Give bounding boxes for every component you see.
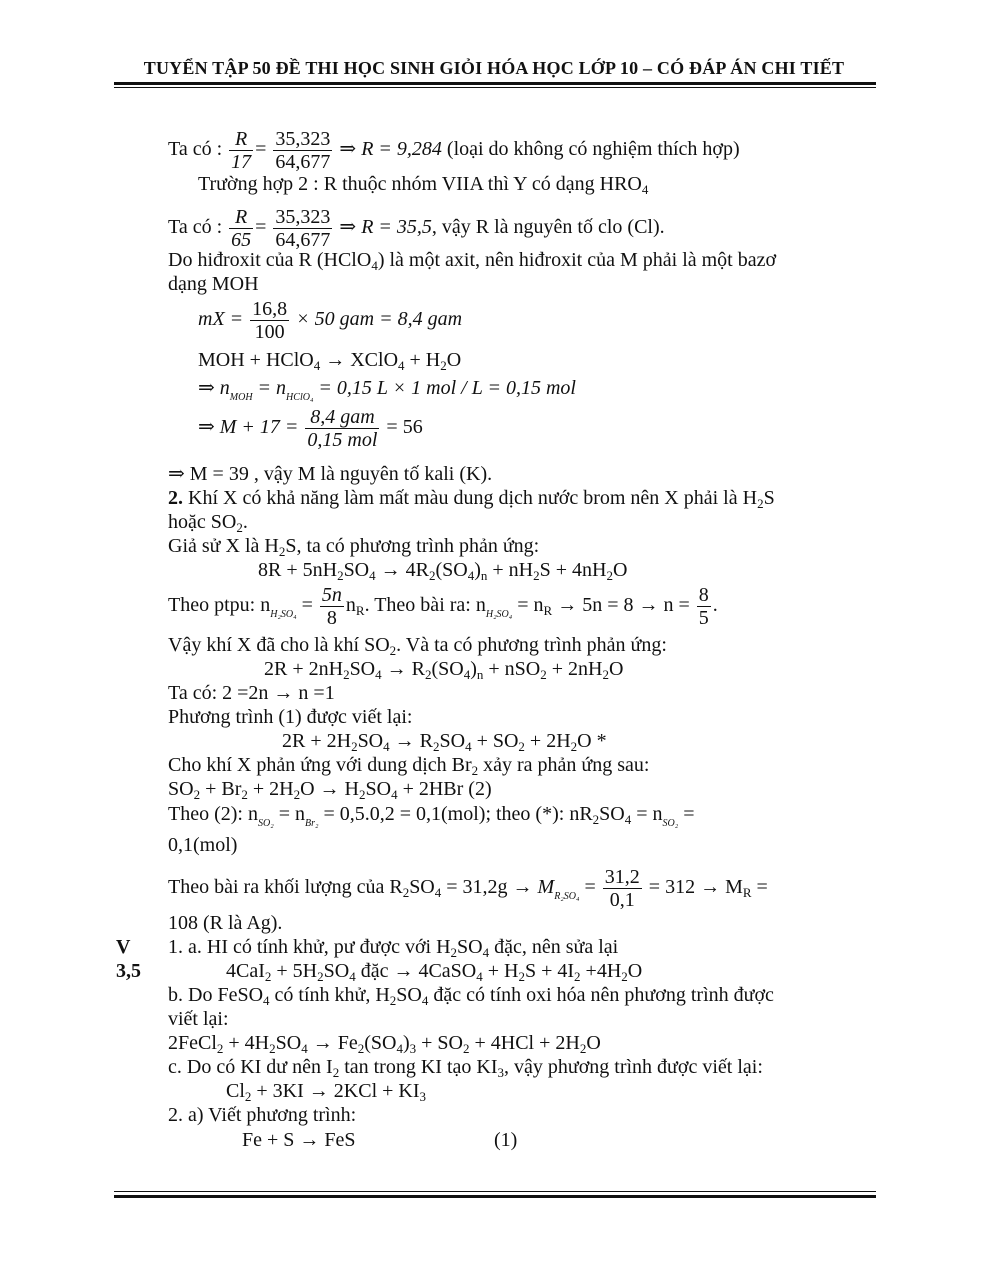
line-m-39: ⇒ M = 39 , vậy M là nguyên tố kali (K).: [168, 463, 493, 485]
line-phuong-trinh-1: Phương trình (1) được viết lại:: [168, 706, 413, 728]
line-theo-ptpu: Theo ptpu: $n_{H_2SO_4}$ = $\frac{5n}{8}$ $n_R$. Theo bài ra: $n_{H_2SO_4} = n_R \to 5n = 8 \to n$ = $\frac{8}{5}$ .: [168, 584, 718, 629]
line-khoi-luong: Theo bài ra khối lượng của $R_2SO_4 = 31,2g \to M_{R_2SO_4}$ = $\frac{31,2}{0,1}$ = $312 \to M_R$ =: [168, 866, 768, 911]
line-gia-su: Giả sử X là $H_2S$, ta có phương trình phản ứng:: [168, 535, 540, 559]
fraction: $\frac{R}{17}$: [231, 128, 252, 173]
line-m-plus-17: ⇒ M + 17 = $\frac{\text{8,4 gam}}{\text{0,15 mol}}$ = 56: [198, 406, 423, 451]
fraction: $\frac{8}{5}$: [698, 584, 709, 629]
equation-2r-2h2so4: $2R + 2H_2SO_4 \to R_2SO_4 + SO_2 + 2H_2O$ *: [282, 730, 607, 754]
equation-2r: $2R + 2nH_2SO_4 \to R_2(SO_4)_n + nSO_2 + 2nH_2O$: [264, 658, 624, 682]
line-dang-moh: dạng MOH: [168, 273, 259, 295]
footer-rule-thick: [114, 1195, 876, 1198]
line-mx: mX = $\frac{16,8}{100}$ × 50 gam = 8,4 gam: [198, 298, 463, 343]
line-hidroxit: Do hiđroxit của R (HClO$_4$) là một axit, nên hiđroxit của M phải là một bazơ: [168, 249, 777, 273]
equation-so2-br2: $SO_2 + Br_2 + 2H_2O \to H_2SO_4 + 2HBr$ (2): [168, 778, 492, 802]
equation-fecl2: 2FeCl$_2$ + $4H_2SO_4 \to Fe_2(SO_4)_3 + SO_2 + 4HCl + 2H_2O$: [168, 1032, 601, 1056]
line-1a-hi: 1. a. HI có tính khử, pư được với $H_2SO_4$ đặc, nên sửa lại: [168, 936, 619, 960]
equation-fe-s: Fe + S → FeS: [242, 1129, 356, 1151]
line-theo-2: Theo (2): $n_{SO_2} = n_{Br_2} = 0,5.0,2 = 0,1(mol)$; theo (*): $nR_2SO_4 = n_{SO_2}$ =: [168, 803, 695, 829]
line-0-1-mol: 0,1(mol): [168, 834, 238, 856]
fraction: $\frac{R}{65}$: [231, 206, 252, 251]
fraction: $\frac{\text{8,4 gam}}{\text{0,15 mol}}$: [307, 406, 378, 451]
line-ta-co-17: Ta có : $\frac{R}{17}$ = $\frac{35,323}{64,677}$ ⇒ R = 9,284 (loại do không có nghiệm thích hợp): [168, 128, 740, 173]
header-rule-thin: [114, 87, 876, 88]
fraction: $\frac{35,323}{64,677}$: [275, 206, 331, 251]
line-cho-khi-x: Cho khí X phản ứng với dung dịch $Br_2$ xảy ra phản ứng sau:: [168, 754, 650, 778]
equation-cl2-ki: $Cl_2 + 3KI \to 2KCl + KI_3$: [226, 1080, 427, 1104]
fraction: $\frac{35,323}{64,677}$: [275, 128, 331, 173]
line-1b-feso4: b. Do FeSO$_4$ có tính khử, $H_2SO_4$ đặc có tính oxi hóa nên phương trình được: [168, 984, 774, 1008]
fraction: $\frac{31,2}{0,1}$: [604, 866, 640, 911]
line-hoac-so2: hoặc $SO_2$.: [168, 511, 248, 535]
section-roman-v: V: [116, 936, 131, 958]
line-vay-khi-x: Vậy khí X đã cho là khí $SO_2$. Và ta có phương trình phản ứng:: [168, 634, 667, 658]
line-ta-co-2n: Ta có: 2 =2n → n =1: [168, 682, 335, 704]
line-108: 108 (R là Ag).: [168, 912, 283, 934]
footer-rule-thin: [114, 1191, 876, 1192]
line-ta-co-65: Ta có : $\frac{R}{65}$ = $\frac{35,323}{64,677}$ ⇒ R = 35,5, vậy R là nguyên tố clo (Cl).: [168, 206, 665, 251]
line-truong-hop-2: Trường hợp 2 : R thuộc nhóm VIIA thì Y có dạng $HRO_4$: [198, 173, 649, 197]
line-viet-lai: viết lại:: [168, 1008, 229, 1030]
line-2a-viet-pt: 2. a) Viết phương trình:: [168, 1104, 357, 1126]
equation-cai2: $4CaI_2 + 5H_2SO_4$ đặc → 4CaSO$_4$ + $H_2S + 4I_2 +4H_2O$: [226, 960, 643, 984]
fraction: $\frac{5n}{8}$: [321, 584, 342, 629]
line-khi-x: 2. Khí X có khả năng làm mất màu dung dịch nước brom nên X phải là $H_2S$: [168, 487, 775, 511]
fraction: $\frac{16,8}{100}$: [252, 298, 288, 343]
page-header: TUYỂN TẬP 50 ĐỀ THI HỌC SINH GIỎI HÓA HỌC LỚP 10 – CÓ ĐÁP ÁN CHI TIẾT: [143, 58, 845, 78]
header-rule-thick: [114, 82, 876, 85]
equation-moh-hclo4: MOH + HClO$_4$ → XClO$_4$ + $H_2O$: [198, 349, 462, 373]
equation-number-1: (1): [494, 1129, 518, 1151]
section-score: 3,5: [116, 960, 141, 982]
line-n-moh: ⇒ $n_{MOH} = n_{HClO_4} = 0,15$ L × 1 mol / L = 0,15 mol: [198, 377, 576, 403]
equation-8r: $8R + 5nH_2SO_4 \to 4R_2(SO_4)_n + nH_2S + 4nH_2O$: [258, 559, 628, 583]
line-1c-ki: c. Do có KI dư nên $I_2$ tan trong KI tạo $KI_3$, vậy phương trình được viết lại:: [168, 1056, 763, 1080]
